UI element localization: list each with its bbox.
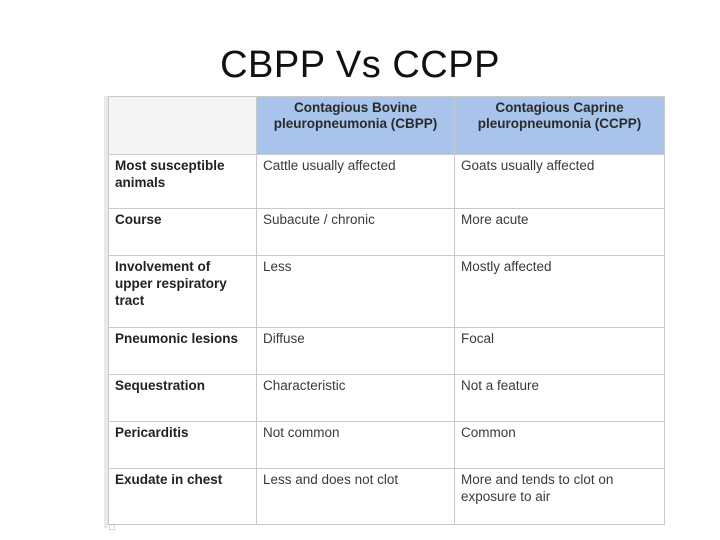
cbpp-value: Cattle usually affected [257,155,455,209]
row-label: Exudate in chest [109,469,257,525]
table-row [109,155,665,209]
comparison-table-image [108,96,668,528]
ccpp-value: Mostly affected [455,256,665,328]
table-row [109,422,665,469]
cbpp-value: Diffuse [257,328,455,375]
ccpp-value: Focal [455,328,665,375]
cbpp-value: Less [257,256,455,328]
row-label: Course [109,209,257,256]
table-row [109,209,665,256]
row-label: Sequestration [109,375,257,422]
header-blank-cell [109,97,257,155]
cbpp-value: Less and does not clot [257,469,455,525]
table-row [109,375,665,422]
row-label: Pneumonic lesions [109,328,257,375]
table-header-row [109,97,665,155]
row-label: Most susceptible animals [109,155,257,209]
cbpp-value: Subacute / chronic [257,209,455,256]
table-row [109,469,665,525]
header-ccpp: Contagious Caprine pleuropneumonia (CCPP) [455,97,665,155]
cbpp-value: Not common [257,422,455,469]
ccpp-value: Not a feature [455,375,665,422]
comparison-table [108,96,665,525]
corner-mark: □ [109,522,115,532]
row-label: Pericarditis [109,422,257,469]
row-label: Involvement of upper respiratory tract [109,256,257,328]
ccpp-value: More acute [455,209,665,256]
header-cbpp: Contagious Bovine pleuropneumonia (CBPP) [257,97,455,155]
ccpp-value: Common [455,422,665,469]
table-row [109,328,665,375]
ccpp-value: More and tends to clot on exposure to air [455,469,665,525]
ccpp-value: Goats usually affected [455,155,665,209]
cbpp-value: Characteristic [257,375,455,422]
slide-title: CBPP Vs CCPP [220,44,500,86]
table-row [109,256,665,328]
